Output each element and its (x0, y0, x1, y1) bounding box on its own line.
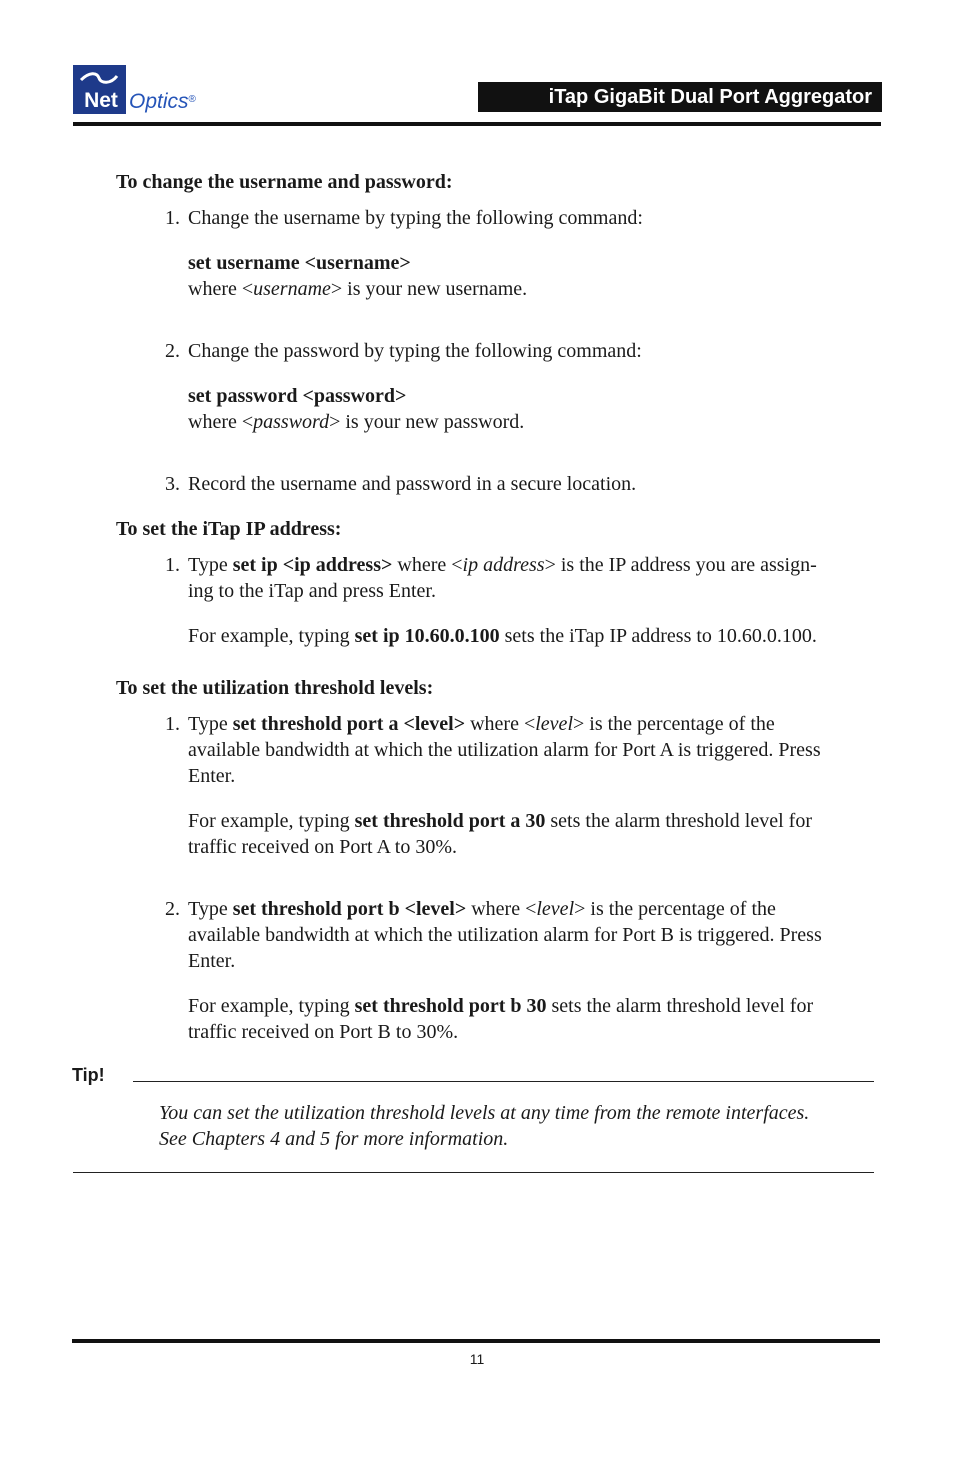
logo-net-text: Net (84, 89, 118, 112)
step-text: available bandwidth at which the utilization alarm for Port B is triggered. Press (188, 924, 822, 946)
step-text: ing to the iTap and press Enter. (188, 580, 436, 602)
command-description: where <username> is your new username. (188, 278, 528, 300)
netoptics-logo (73, 65, 223, 115)
tip-text: See Chapters 4 and 5 for more information. (159, 1128, 509, 1150)
header-rule (73, 122, 881, 126)
example-text: traffic received on Port B to 30%. (188, 1021, 459, 1043)
logo-mark-box (73, 65, 126, 114)
wave-icon (79, 71, 119, 85)
page-number: 11 (469, 1351, 485, 1367)
step-number: 2. (165, 340, 180, 362)
example-text: For example, typing set ip 10.60.0.100 sets the iTap IP address to 10.60.0.100. (188, 625, 817, 647)
step-text: Change the password by typing the following command: (188, 340, 642, 362)
step-text: Enter. (188, 765, 236, 787)
step-text: Type set threshold port a <level> where <level> is the percentage of the (188, 713, 775, 735)
registered-mark: ® (188, 94, 196, 105)
step-text: available bandwidth at which the utilization alarm for Port A is triggered. Press (188, 739, 821, 761)
example-text: For example, typing set threshold port b 30 sets the alarm threshold level for (188, 995, 814, 1017)
logo-optics-text: Optics® (129, 90, 196, 113)
example-text: traffic received on Port A to 30%. (188, 836, 458, 858)
step-text: Type set threshold port b <level> where <level> is the percentage of the (188, 898, 776, 920)
footer-rule (72, 1339, 880, 1343)
step-text: Change the username by typing the following command: (188, 207, 643, 229)
section-heading-credentials: To change the username and password: (116, 171, 453, 193)
section-heading-ip: To set the iTap IP address: (116, 518, 342, 540)
example-text: For example, typing set threshold port a 30 sets the alarm threshold level for (188, 810, 812, 832)
command-text: set password <password> (188, 385, 407, 407)
document-title: iTap GigaBit Dual Port Aggregator (478, 82, 882, 112)
step-number: 3. (165, 473, 180, 495)
tip-label: Tip! (72, 1065, 105, 1085)
tip-divider (133, 1081, 874, 1082)
tip-end-divider (73, 1172, 874, 1173)
step-number: 1. (165, 554, 180, 576)
step-text: Type set ip <ip address> where <ip address> is the IP address you are assign- (188, 554, 817, 576)
step-number: 1. (165, 713, 180, 735)
step-text: Enter. (188, 950, 236, 972)
command-description: where <password> is your new password. (188, 411, 525, 433)
step-text: Record the username and password in a secure location. (188, 473, 637, 495)
tip-text: You can set the utilization threshold levels at any time from the remote interfaces. (159, 1102, 810, 1124)
section-heading-threshold: To set the utilization threshold levels: (116, 677, 434, 699)
step-number: 1. (165, 207, 180, 229)
command-text: set username <username> (188, 252, 411, 274)
step-number: 2. (165, 898, 180, 920)
